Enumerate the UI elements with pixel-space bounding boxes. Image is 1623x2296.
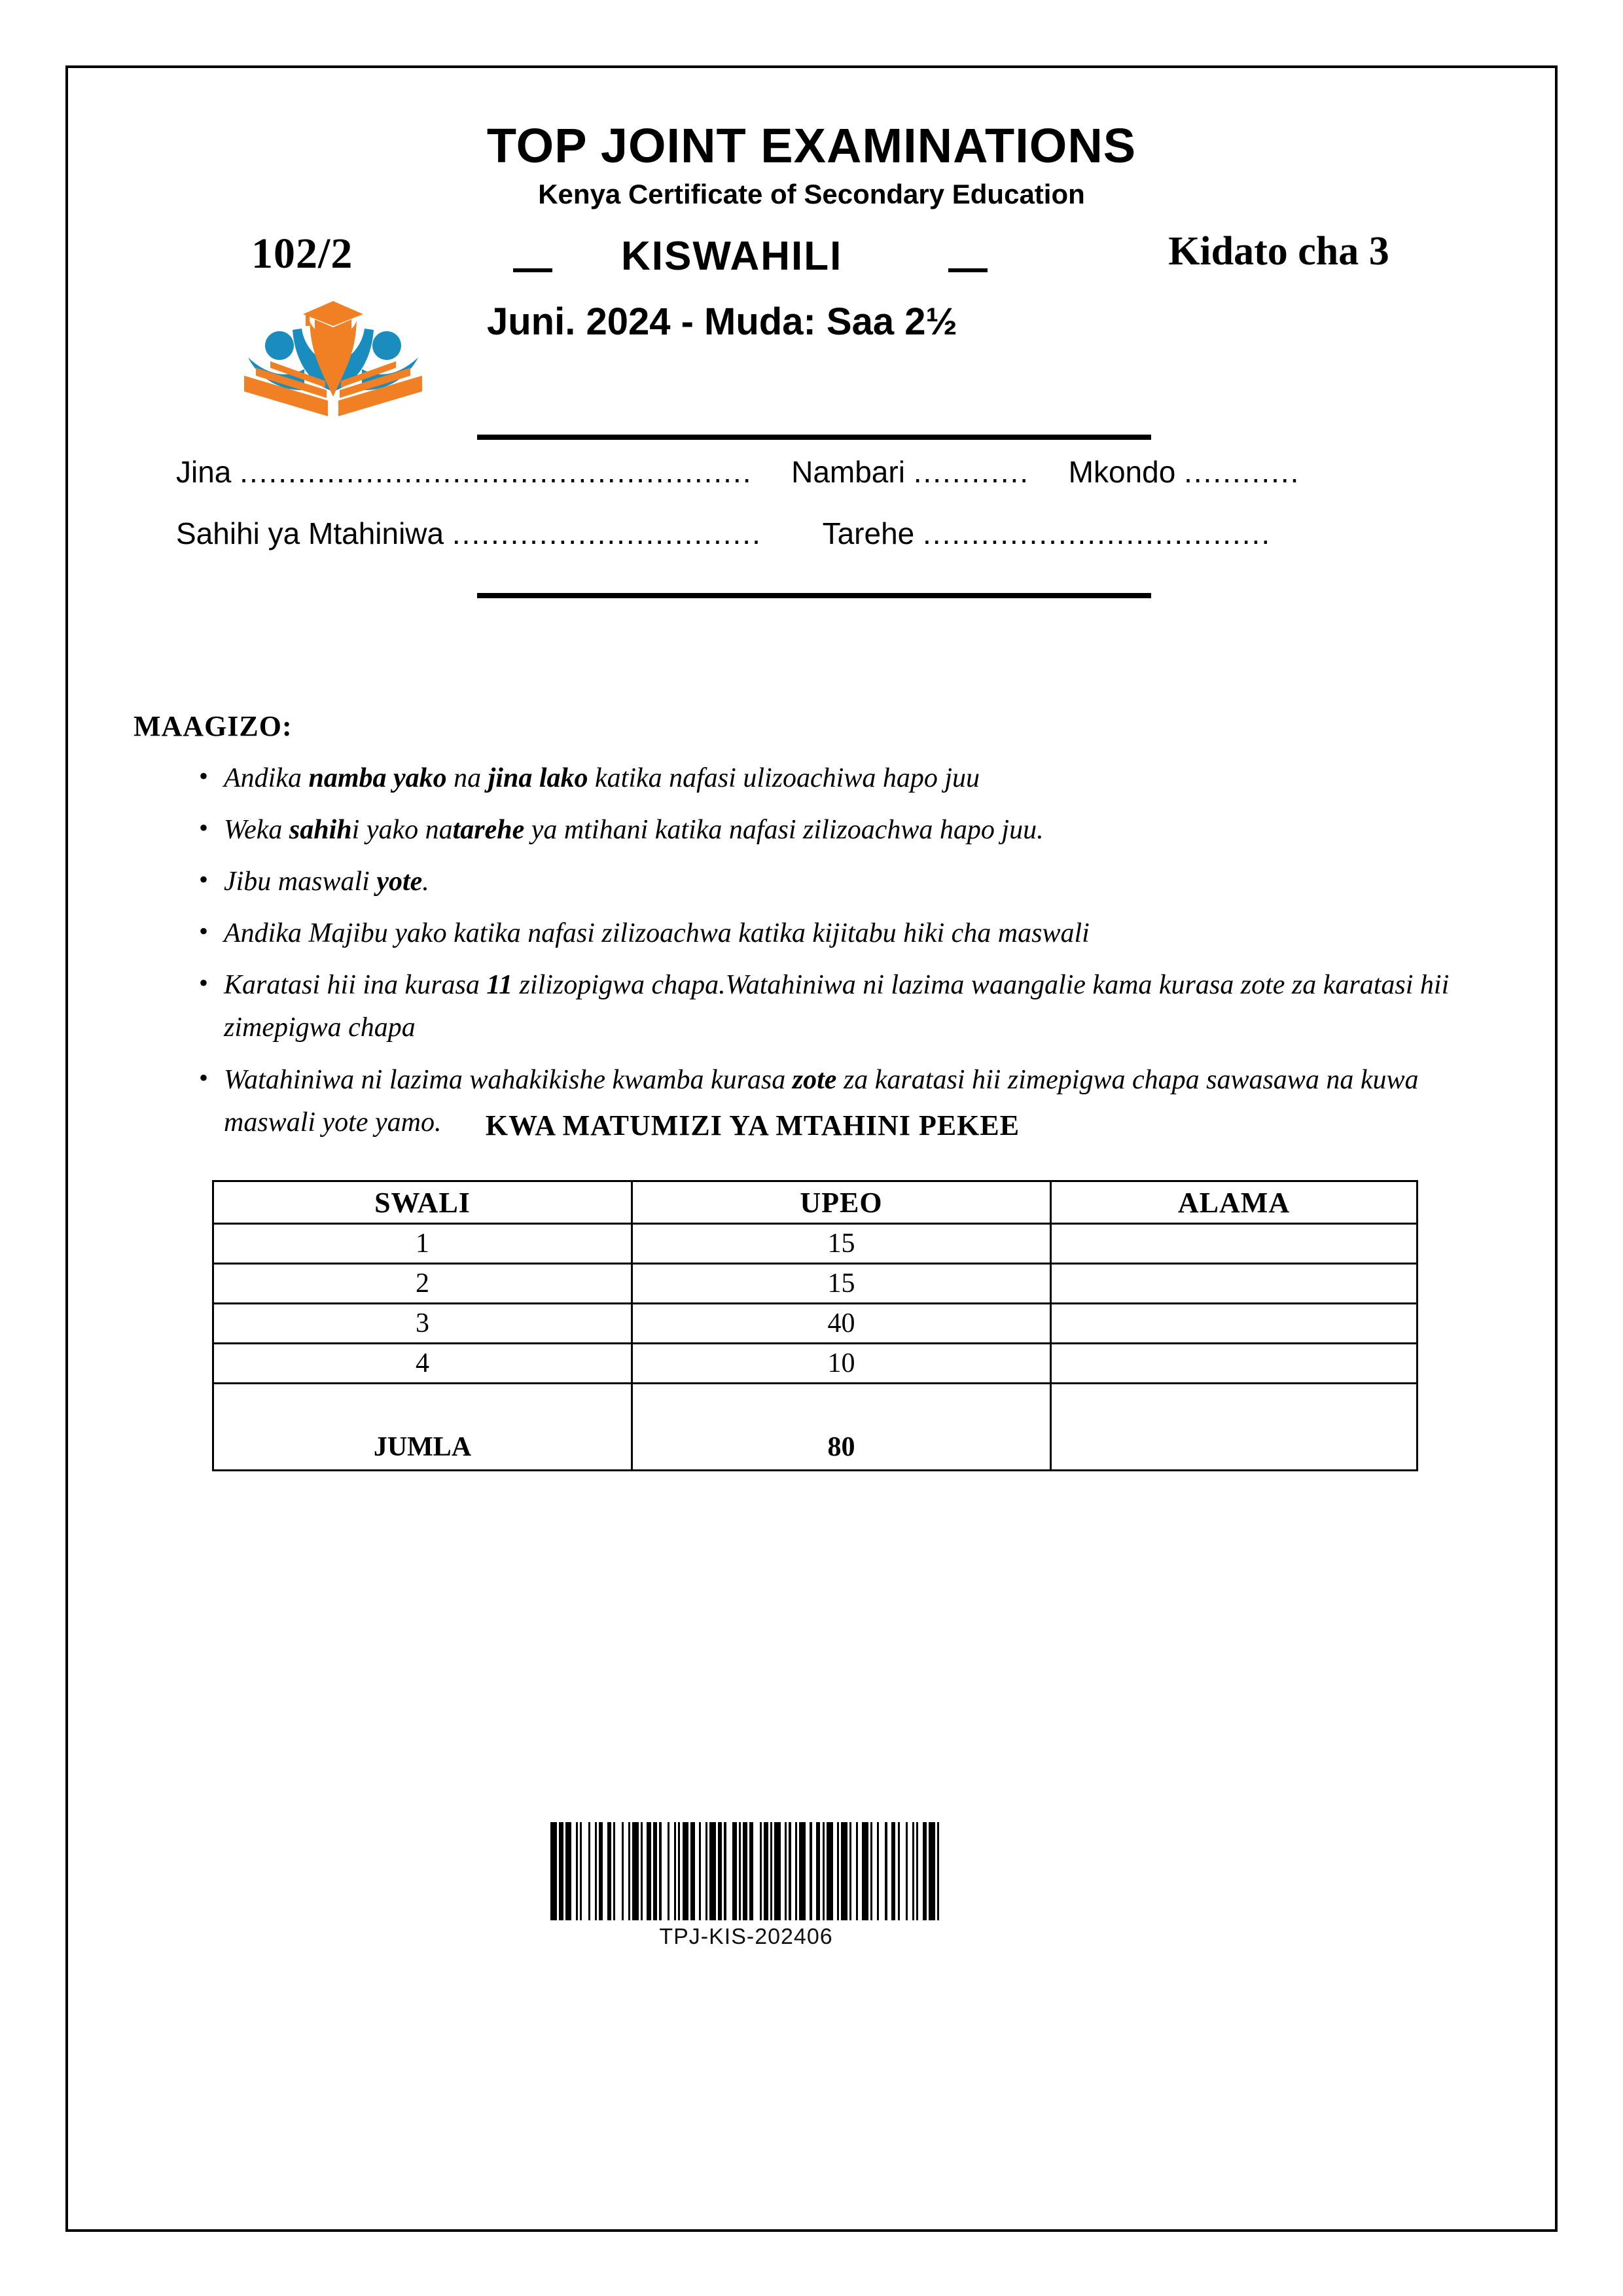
cell-upeo: 10	[632, 1344, 1051, 1384]
column-header-upeo: UPEO	[632, 1181, 1051, 1224]
date-and-duration: Juni. 2024 - Muda: Saa 2½	[487, 300, 957, 343]
column-header-swali: SWALI	[213, 1181, 632, 1224]
name-number-stream-line	[68, 454, 1555, 490]
cell-swali: 4	[213, 1344, 632, 1384]
cell-alama[interactable]	[1051, 1224, 1418, 1264]
cell-alama[interactable]	[1051, 1384, 1418, 1471]
cell-swali: 3	[213, 1304, 632, 1344]
graduates-open-book-logo-icon	[241, 292, 425, 416]
form-level: Kidato cha 3	[1168, 229, 1389, 274]
instructions-list	[68, 757, 1555, 1144]
marks-table-section	[68, 1109, 1555, 1471]
barcode-image	[550, 1822, 941, 1920]
dash-separator-right: —	[948, 245, 988, 289]
marks-table-heading: KWA MATUMIZI YA MTAHINI PEKEE	[485, 1109, 1020, 1141]
number-input[interactable]: ............	[913, 455, 1030, 489]
instructions-title: MAAGIZO:	[134, 710, 293, 742]
candidate-details-block	[68, 454, 1555, 577]
cell-swali: 2	[213, 1264, 632, 1304]
page-subtitle: Kenya Certificate of Secondary Education	[538, 179, 1085, 209]
exam-paper-page	[65, 65, 1558, 2232]
signature-label: Sahihi ya Mtahiniwa	[176, 516, 444, 550]
instructions-block	[68, 709, 1555, 1153]
table-row	[213, 1344, 1418, 1384]
stream-input[interactable]: ............	[1184, 455, 1300, 489]
header-divider-top	[477, 435, 1151, 440]
cell-swali: 1	[213, 1224, 632, 1264]
date-input[interactable]: ....................................	[923, 516, 1272, 550]
instruction-item: • Andika Majibu yako katika nafasi zilizoachwa katika kijitabu hiki cha maswali	[199, 912, 1483, 955]
cell-upeo: 15	[632, 1264, 1051, 1304]
name-label: Jina	[176, 455, 232, 489]
date-label: Tarehe	[822, 516, 915, 550]
name-input[interactable]: .....................................................	[240, 455, 753, 489]
instruction-item: • Weka sahihi yako natarehe ya mtihani katika nafasi zilizoachwa hapo juu.	[199, 809, 1483, 852]
paper-code: 102/2	[251, 230, 353, 278]
table-header-row	[213, 1181, 1418, 1224]
table-row	[213, 1304, 1418, 1344]
instruction-item: • Andika namba yako na jina lako katika nafasi ulizoachiwa hapo juu	[199, 757, 1483, 800]
barcode-block	[68, 1822, 1555, 1950]
cell-upeo: 80	[632, 1384, 1051, 1471]
cell-alama[interactable]	[1051, 1304, 1418, 1344]
paper-identification-row	[68, 215, 1555, 365]
signature-date-line	[68, 516, 1555, 551]
signature-input[interactable]: ................................	[452, 516, 762, 550]
cell-upeo: 40	[632, 1304, 1051, 1344]
cell-alama[interactable]	[1051, 1344, 1418, 1384]
header-divider-bottom	[477, 593, 1151, 598]
instruction-item: • Karatasi hii ina kurasa 11 zilizopigwa chapa.Watahiniwa ni lazima waangalie kama kurasa zote za karatasi hii zimepigwa chapa	[199, 964, 1483, 1049]
table-row	[213, 1224, 1418, 1264]
page-title: TOP JOINT EXAMINATIONS	[486, 118, 1137, 173]
cell-swali: JUMLA	[213, 1384, 632, 1471]
cell-upeo: 15	[632, 1224, 1051, 1264]
dash-separator-left: —	[513, 245, 552, 289]
instruction-item: • Watahiniwa ni lazima wahakikishe kwamba kurasa zote za karatasi hii zimepigwa chapa sawasawa na kuwa maswali yote yamo.	[199, 1059, 1483, 1144]
table-total-row	[213, 1384, 1418, 1471]
stream-label: Mkondo	[1068, 455, 1176, 489]
number-label: Nambari	[791, 455, 905, 489]
column-header-alama: ALAMA	[1051, 1181, 1418, 1224]
barcode-label: TPJ-KIS-202406	[659, 1924, 833, 1949]
marks-table	[212, 1180, 1418, 1471]
subject-name: KISWAHILI	[621, 234, 843, 279]
cell-alama[interactable]	[1051, 1264, 1418, 1304]
instruction-item: • Jibu maswali yote.	[199, 861, 1483, 903]
table-row	[213, 1264, 1418, 1304]
header-block	[68, 68, 1555, 365]
